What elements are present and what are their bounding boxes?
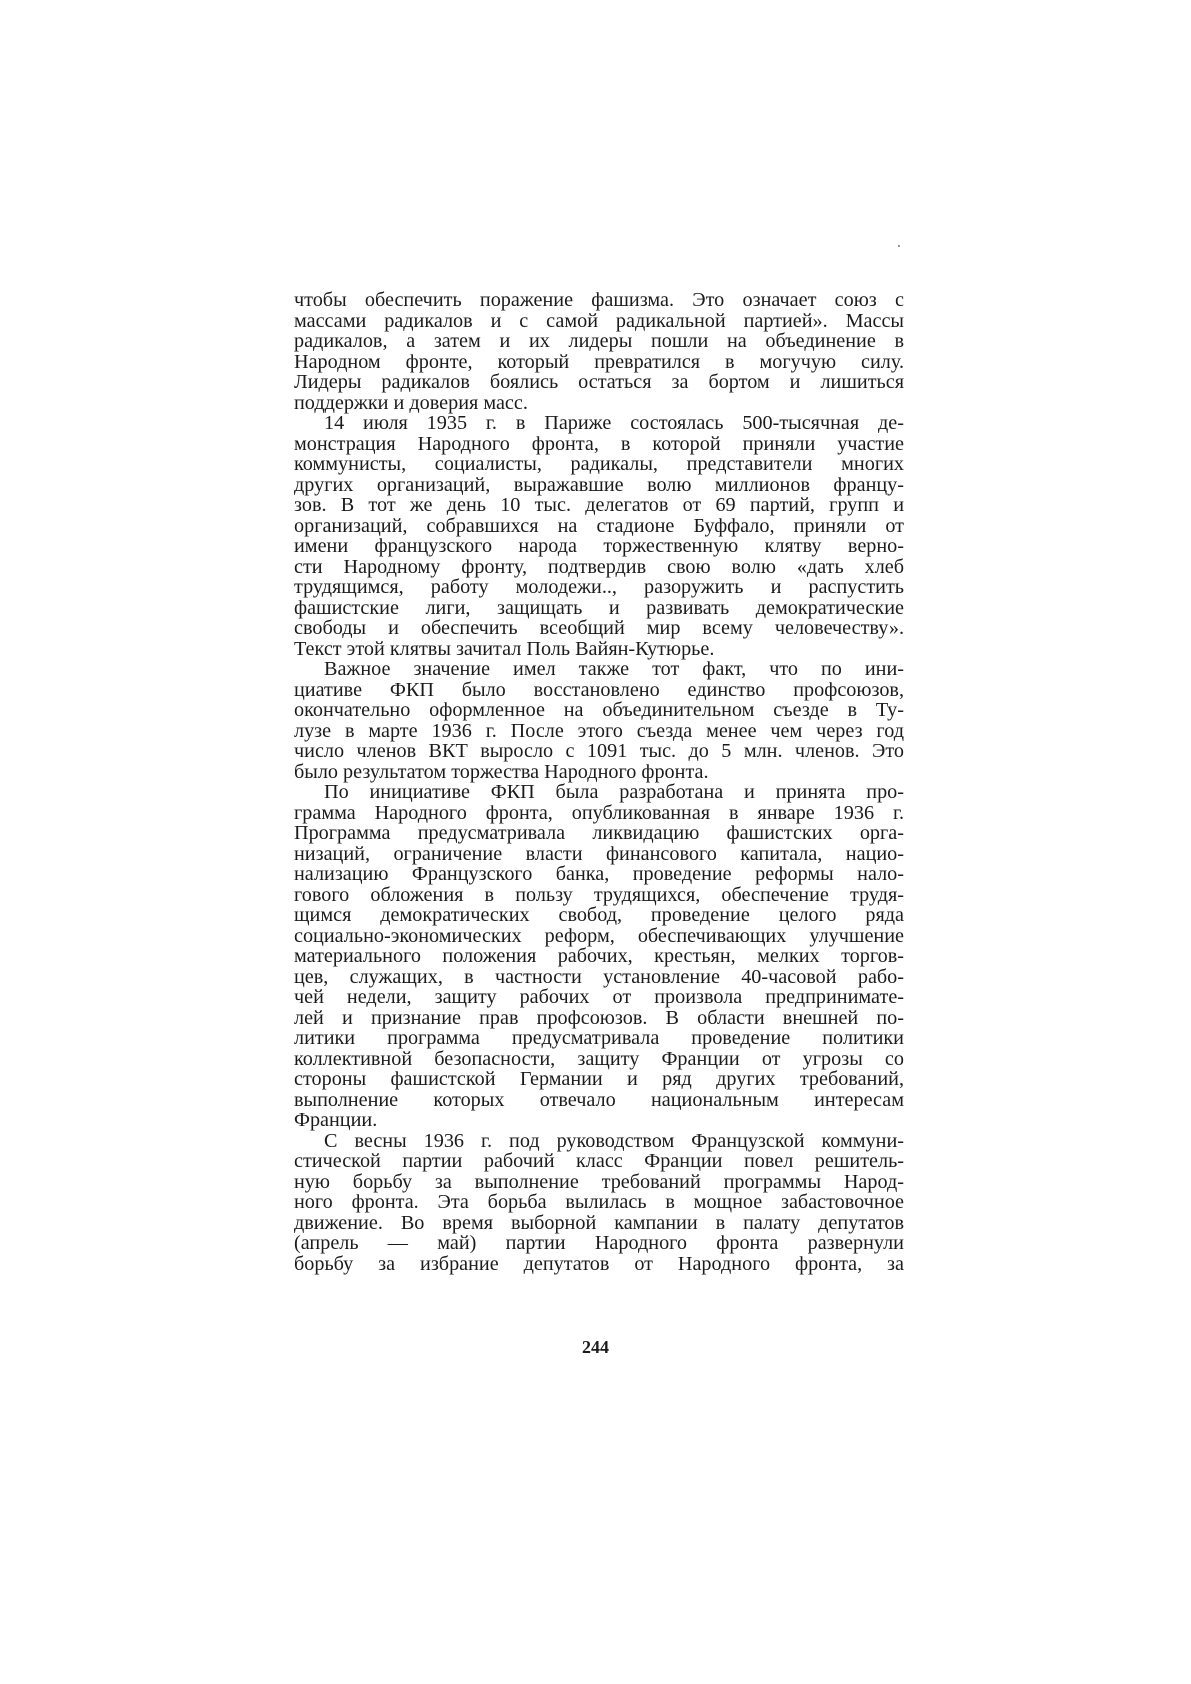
text-line: имени французского народа торжественную клятву верно- bbox=[294, 535, 904, 557]
text-line: чей недели, защиту рабочих от произвола предпринимате- bbox=[294, 986, 904, 1008]
text-line: движение. Во время выборной кампании в палату депутатов bbox=[294, 1211, 904, 1234]
text-line: окончательно оформленное на объединительном съезде в Ту- bbox=[294, 699, 904, 721]
text-line: Лидеры радикалов боялись остаться за бортом и лишиться bbox=[294, 371, 904, 393]
text-line: стороны фашистской Германии и ряд других требований, bbox=[294, 1068, 904, 1090]
text-line: низаций, ограничение власти финансового капитала, нацио- bbox=[294, 842, 904, 865]
text-line: 14 июля 1935 г. в Париже состоялась 500-тысячная де- bbox=[324, 412, 904, 434]
text-line: Народном фронте, который превратился в могучую силу. bbox=[294, 350, 904, 373]
scan-speck bbox=[898, 245, 900, 247]
text-line: организаций, собравшихся на стадионе Буффало, приняли от bbox=[294, 514, 904, 537]
paragraph bbox=[294, 659, 904, 782]
text-line: было результатом торжества Народного фронта. bbox=[294, 760, 709, 783]
text-line: Программа предусматривала ликвидацию фашистских орга- bbox=[294, 822, 904, 844]
text-line: циативе ФКП было восстановлено единство профсоюзов, bbox=[294, 678, 904, 701]
text-line: ную борьбу за выполнение требований программы Народ- bbox=[294, 1170, 904, 1193]
text-line: трудящимся, работу молодежи.., разоружить и распустить bbox=[294, 576, 904, 598]
text-line: социально-экономических реформ, обеспечивающих улучшение bbox=[294, 924, 904, 947]
text-line: радикалов, а затем и их лидеры пошли на объединение в bbox=[294, 330, 904, 352]
text-line: щимся демократических свобод, проведение целого ряда bbox=[294, 904, 904, 926]
text-line: фашистские лиги, защищать и развивать демократические bbox=[294, 596, 904, 619]
text-line: гового обложения в пользу трудящихся, обеспечение трудя- bbox=[294, 883, 904, 906]
text-line: массами радикалов и с самой радикальной партией». Массы bbox=[294, 309, 904, 332]
text-line: других организаций, выражавшие волю миллионов францу- bbox=[294, 473, 904, 496]
paragraph bbox=[294, 1131, 904, 1275]
paragraph bbox=[294, 413, 904, 659]
text-line: зов. В тот же день 10 тыс. делегатов от 69 партий, групп и bbox=[294, 494, 904, 516]
text-line: нализацию Французского банка, проведение реформы нало- bbox=[294, 863, 904, 885]
text-line: выполнение которых отвечало национальным интересам bbox=[294, 1088, 904, 1111]
text-line: С весны 1936 г. под руководством Французской коммуни- bbox=[324, 1129, 904, 1152]
text-line: ного фронта. Эта борьба вылилась в мощное забастовочное bbox=[294, 1191, 904, 1213]
page-text-block bbox=[294, 290, 904, 1274]
text-line: коллективной безопасности, защиту Франции от угрозы со bbox=[294, 1047, 904, 1070]
text-line: лузе в марте 1936 г. После этого съезда менее чем через год bbox=[294, 719, 904, 742]
text-line: Важное значение имел также тот факт, что по ини- bbox=[324, 658, 904, 680]
text-line: свободы и обеспечить всеобщий мир всему человечеству». bbox=[294, 617, 904, 639]
text-line: материального положения рабочих, крестьян, мелких торгов- bbox=[294, 945, 904, 967]
text-line: По инициативе ФКП была разработана и принята про- bbox=[324, 781, 904, 803]
text-line: поддержки и доверия масс. bbox=[294, 391, 528, 414]
text-line: монстрация Народного фронта, в которой приняли участие bbox=[294, 432, 904, 455]
text-line: сти Народному фронту, подтвердив свою волю «дать хлеб bbox=[294, 555, 904, 578]
text-line: Текст этой клятвы зачитал Поль Вайян-Кутюрье. bbox=[294, 637, 715, 660]
text-line: борьбу за избрание депутатов от Народного фронта, за bbox=[294, 1252, 904, 1275]
paragraph bbox=[294, 782, 904, 1131]
text-line: (апрель — май) партии Народного фронта развернули bbox=[294, 1232, 904, 1254]
paragraph bbox=[294, 290, 904, 413]
text-line: литики программа предусматривала проведение политики bbox=[294, 1027, 904, 1049]
text-line: Франции. bbox=[294, 1109, 378, 1131]
text-line: цев, служащих, в частности установление 40-часовой рабо- bbox=[294, 965, 904, 988]
text-line: грамма Народного фронта, опубликованная в январе 1936 г. bbox=[294, 801, 904, 824]
page-number: 244 bbox=[582, 1337, 609, 1357]
text-line: коммунисты, социалисты, радикалы, представители многих bbox=[294, 453, 904, 475]
text-line: число членов ВКТ выросло с 1091 тыс. до 5 млн. членов. Это bbox=[294, 740, 904, 762]
text-line: чтобы обеспечить поражение фашизма. Это означает союз с bbox=[294, 289, 904, 311]
text-line: лей и признание прав профсоюзов. В области внешней по- bbox=[294, 1006, 904, 1029]
text-line: стической партии рабочий класс Франции повел решитель- bbox=[294, 1150, 904, 1172]
